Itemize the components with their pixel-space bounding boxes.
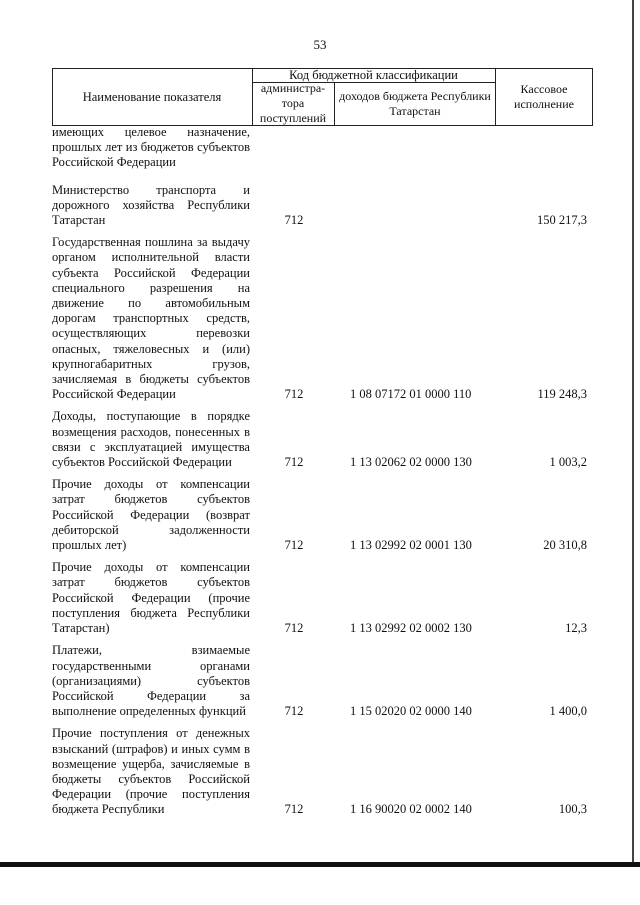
row-income-code: 1 08 07172 01 0000 110 xyxy=(350,387,472,402)
row-cash-amount: 119 248,3 xyxy=(537,387,587,402)
header-code-group: Код бюджетной классификации xyxy=(252,69,495,83)
table-body xyxy=(52,125,593,825)
row-name: Прочие поступления от денежных взысканий (штрафов) и иных сумм в возмещение ущерба, зачисляемые в бюджеты субъектов Российской Федерации (прочие поступления бюджета Республики xyxy=(52,726,250,817)
table-row xyxy=(52,409,593,470)
row-name: Министерство транспорта и дорожного хозяйства Республики Татарстан xyxy=(52,182,250,228)
table-row xyxy=(52,235,593,402)
header-name-column: Наименование показателя xyxy=(82,89,222,104)
row-admin-code: 712 xyxy=(284,213,304,228)
row-admin-code: 712 xyxy=(284,387,304,402)
row-admin-code: 712 xyxy=(284,802,304,817)
table-row xyxy=(52,183,593,229)
row-admin-code: 712 xyxy=(284,455,304,470)
row-name: Государственная пошлина за выдачу органом исполнительной власти субъекта Российской Федерации специального разрешения на движение по автомобильным дорогам транспортных средств, осуществляющих перевозки опасных, тяжеловесных и (или) крупногабаритных грузов, зачисляемая в бюджеты субъектов Российской Федерации xyxy=(52,235,250,402)
row-income-code: 1 13 02992 02 0002 130 xyxy=(350,621,472,636)
header-cash-label: Кассовое исполнение xyxy=(514,82,574,111)
table-row xyxy=(52,125,593,171)
row-income-code: 1 13 02992 02 0001 130 xyxy=(350,538,472,553)
row-income-code: 1 16 90020 02 0002 140 xyxy=(350,802,472,817)
row-name: Прочие доходы от компенсации затрат бюджетов субъектов Российской Федерации (возврат дебиторской задолженности прошлых лет) xyxy=(52,477,250,553)
page-number: 53 xyxy=(313,37,327,52)
table-row xyxy=(52,560,593,636)
header-admin-column xyxy=(252,82,334,125)
row-cash-amount: 12,3 xyxy=(565,621,587,636)
row-name: Доходы, поступающие в порядке возмещения расходов, понесенных в связи с эксплуатацией имущества субъектов Российской Федерации xyxy=(52,409,250,470)
row-admin-code: 712 xyxy=(284,704,304,719)
header-admin-label: администра-тора поступлений xyxy=(259,81,327,125)
header-income-label: доходов бюджета Республики Татарстан xyxy=(339,88,491,118)
scan-edge-line xyxy=(632,0,634,866)
table-row xyxy=(52,643,593,719)
row-cash-amount: 1 003,2 xyxy=(549,455,587,470)
row-name: имеющих целевое назначение, прошлых лет из бюджетов субъектов Российской Федерации xyxy=(52,125,250,170)
table-row xyxy=(52,477,593,553)
row-income-code: 1 15 02020 02 0000 140 xyxy=(350,704,472,719)
header-cash-column xyxy=(495,69,593,125)
row-name: Платежи, взимаемые государственными органами (организациями) субъектов Российской Федерации за выполнение определенных функций xyxy=(52,643,250,719)
header-income-column xyxy=(335,82,495,125)
row-cash-amount: 150 217,3 xyxy=(537,213,587,228)
table-row xyxy=(52,726,593,817)
row-cash-amount: 100,3 xyxy=(558,802,587,817)
row-cash-amount: 20 310,8 xyxy=(543,538,587,553)
row-income-code: 1 13 02062 02 0000 130 xyxy=(350,455,472,470)
row-cash-amount: 1 400,0 xyxy=(549,704,587,719)
row-admin-code: 712 xyxy=(284,621,304,636)
row-name: Прочие доходы от компенсации затрат бюджетов субъектов Российской Федерации (прочие поступления бюджета Республики Татарстан) xyxy=(52,560,250,636)
table-header xyxy=(52,68,593,126)
row-admin-code: 712 xyxy=(284,538,304,553)
scan-bottom-bar xyxy=(0,862,640,867)
